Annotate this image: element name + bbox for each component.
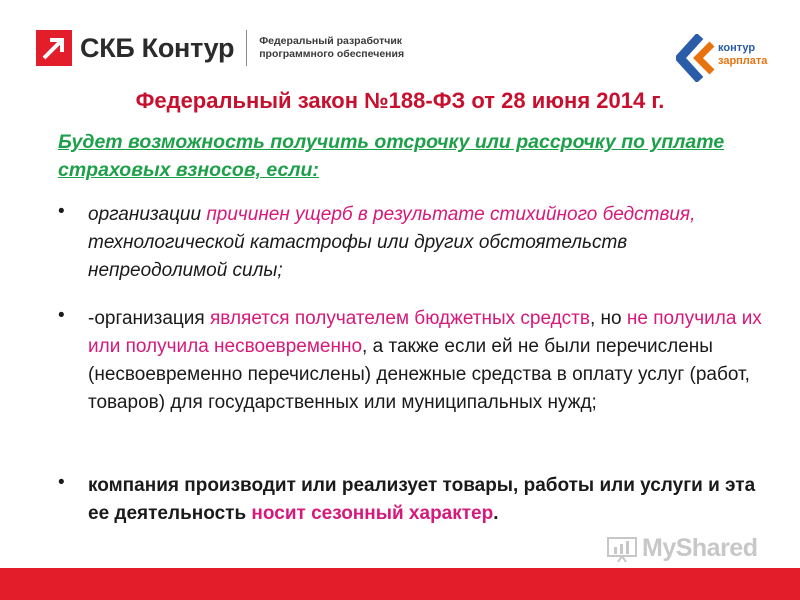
item-3-post: . (493, 503, 499, 524)
item-1-post: технологической катастрофы или других обстоятельств непреодолимой силы; (88, 232, 628, 281)
item-2-highlight-2: не получила их или получила несвоевременно (88, 308, 762, 357)
kontur-zarplata-logo (676, 28, 770, 88)
kontur-logo-line1: контур (718, 42, 756, 54)
kontur-logo-line2: зарплата (718, 55, 768, 67)
list-item (88, 472, 768, 528)
list-item (88, 201, 768, 285)
slide-title: Федеральный закон №188-ФЗ от 28 июня 2014 г. (135, 88, 665, 113)
skb-tagline-line1: Федеральный разработчик (259, 35, 403, 47)
slide-subtitle: Будет возможность получить отсрочку или рассрочку по уплате страховых взносов, если: (58, 131, 725, 181)
skb-kontur-logo (36, 30, 409, 66)
logo-divider (246, 30, 247, 66)
skb-tagline-line2: программного обеспечения (259, 48, 405, 60)
myshared-watermark (606, 534, 757, 563)
list-item (88, 305, 768, 417)
skb-tagline (259, 35, 409, 61)
watermark-text: MyShared (642, 534, 758, 562)
skb-logo-text: СКБ Контур (80, 32, 235, 63)
item-2-pre: -организация (88, 308, 210, 329)
item-2-post: , а также если ей не были перечислены (несвоевременно перечислены) денежные средства в оплату услуг (работ, товаров) для государственных или муниципальных нужд; (88, 336, 750, 413)
item-3-pre: компания производит или реализует товары, работы или услуги и эта ее деятельность (88, 475, 756, 524)
item-1-pre: организации (88, 204, 207, 225)
bullet-3: • (58, 472, 65, 493)
bullet-1: • (58, 201, 65, 222)
item-1-highlight: причинен ущерб в результате стихийного бедствия, (206, 204, 696, 225)
item-2-highlight: является получателем бюджетных средств (210, 308, 590, 329)
item-2-mid: , но (589, 308, 627, 329)
bullet-2: • (58, 305, 65, 326)
item-3-highlight: носит сезонный характер (251, 503, 494, 524)
kontur-chevron-logo-icon (676, 34, 720, 82)
chart-board-icon (606, 536, 638, 562)
skb-arrow-logo-icon (36, 30, 72, 66)
footer-bar (0, 568, 800, 600)
